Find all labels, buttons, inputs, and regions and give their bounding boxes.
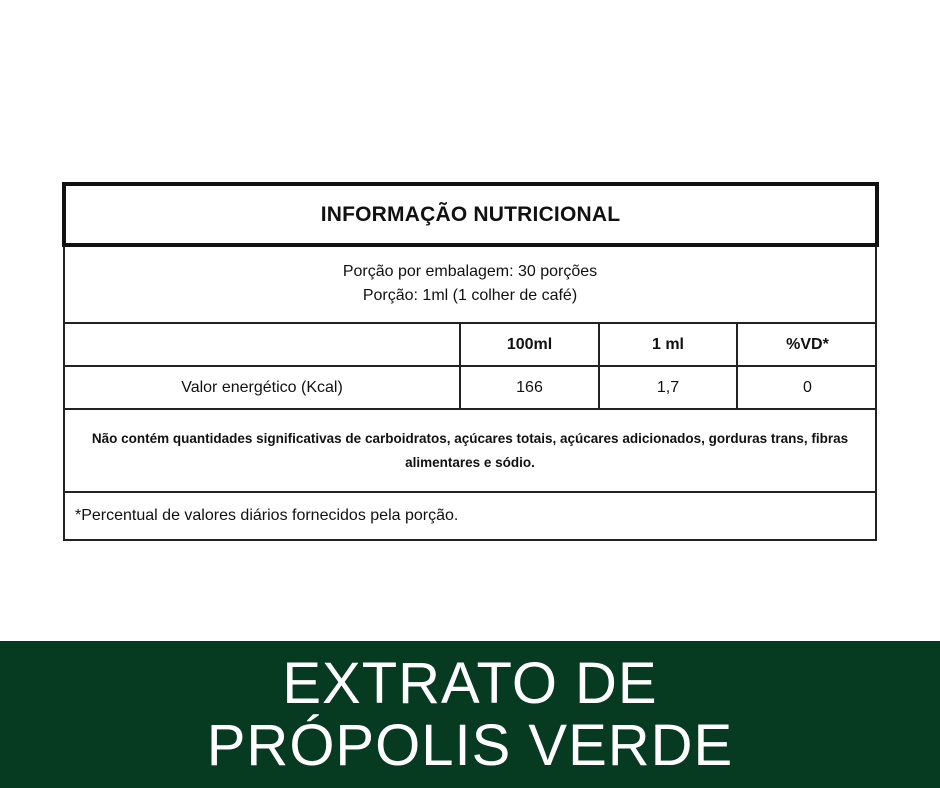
nutrition-table: [63, 246, 877, 541]
product-banner: [0, 641, 940, 788]
note-text: Não contém quantidades significativas de carboidratos, açúcares totais, açúcares adicionados, gorduras trans, fibras alimentares e sódio.: [91, 430, 849, 470]
portion-size: Porção: 1ml (1 colher de café): [362, 287, 578, 304]
nutrition-title: INFORMAÇÃO NUTRICIONAL: [62, 182, 879, 247]
nutrient-name: Valor energético (Kcal): [181, 378, 343, 396]
servings-per-package: Porção por embalagem: 30 porções: [342, 263, 598, 280]
serving-info: [65, 246, 875, 324]
header-cell-empty: [65, 324, 459, 365]
nutrition-note: [65, 410, 875, 493]
header-cell-1ml: 1 ml: [598, 324, 736, 365]
banner-line-2: PRÓPOLIS VERDE: [206, 712, 734, 778]
header-cell-vd: %VD*: [736, 324, 877, 365]
value-100ml: 166: [459, 367, 598, 408]
banner-line-1: EXTRATO DE: [282, 650, 658, 716]
table-header-row: [65, 324, 875, 367]
footnote: [65, 493, 875, 539]
value-vd: 0: [736, 367, 877, 408]
table-row: [65, 367, 875, 410]
header-cell-100ml: 100ml: [459, 324, 598, 365]
value-1ml: 1,7: [598, 367, 736, 408]
footnote-text: *Percentual de valores diários fornecidos pela porção.: [75, 507, 459, 524]
